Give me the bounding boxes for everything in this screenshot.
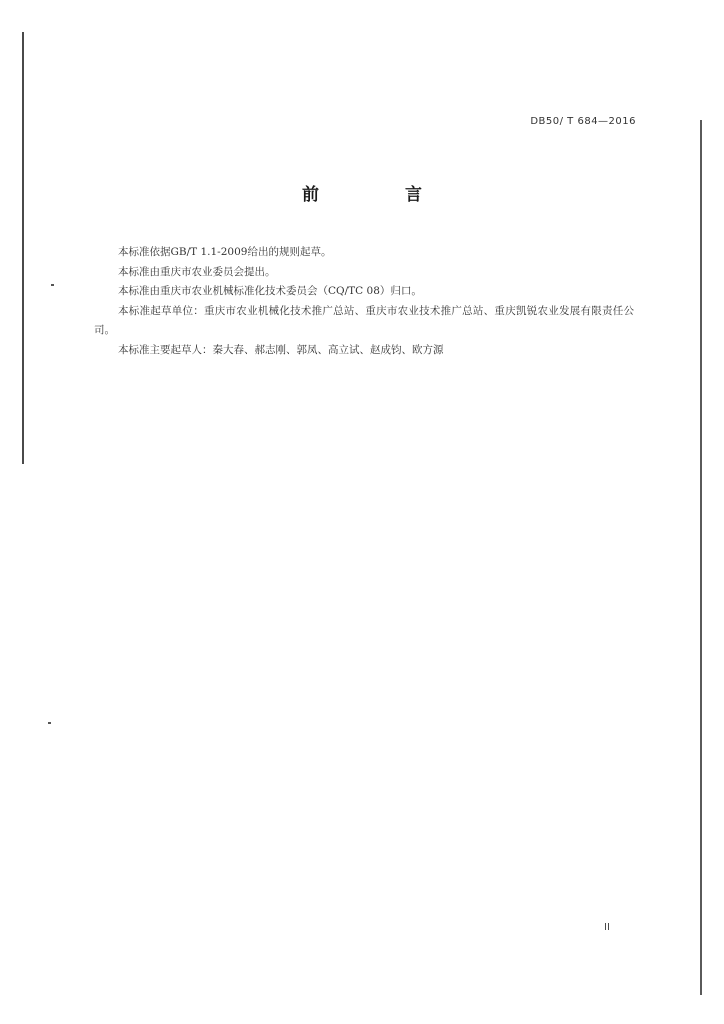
scan-border-left — [22, 32, 24, 464]
page-number: II — [604, 922, 610, 933]
foreword-body — [94, 243, 634, 360]
scan-speck — [48, 722, 51, 724]
paragraph-drafting-rules: 本标准依据GB/T 1.1-2009给出的规则起草。 — [118, 246, 332, 258]
page-title: 前 言 — [302, 185, 462, 205]
paragraph-administrator: 本标准由重庆市农业机械标准化技术委员会（CQ/TC 08）归口。 — [118, 285, 422, 297]
paragraph-proposer: 本标准由重庆市农业委员会提出。 — [118, 265, 276, 278]
standard-number: DB50/ T 684—2016 — [530, 116, 636, 127]
paragraph-drafting-units: 本标准起草单位：重庆市农业机械化技术推广总站、重庆市农业技术推广总站、重庆凯锐农业发展有限责任公司。 — [94, 304, 634, 336]
paragraph-drafters: 本标准主要起草人：秦大春、郝志刚、郭凤、高立试、赵成钧、欧方源 — [118, 343, 444, 356]
scan-border-right — [700, 120, 702, 995]
scan-speck — [51, 284, 54, 286]
